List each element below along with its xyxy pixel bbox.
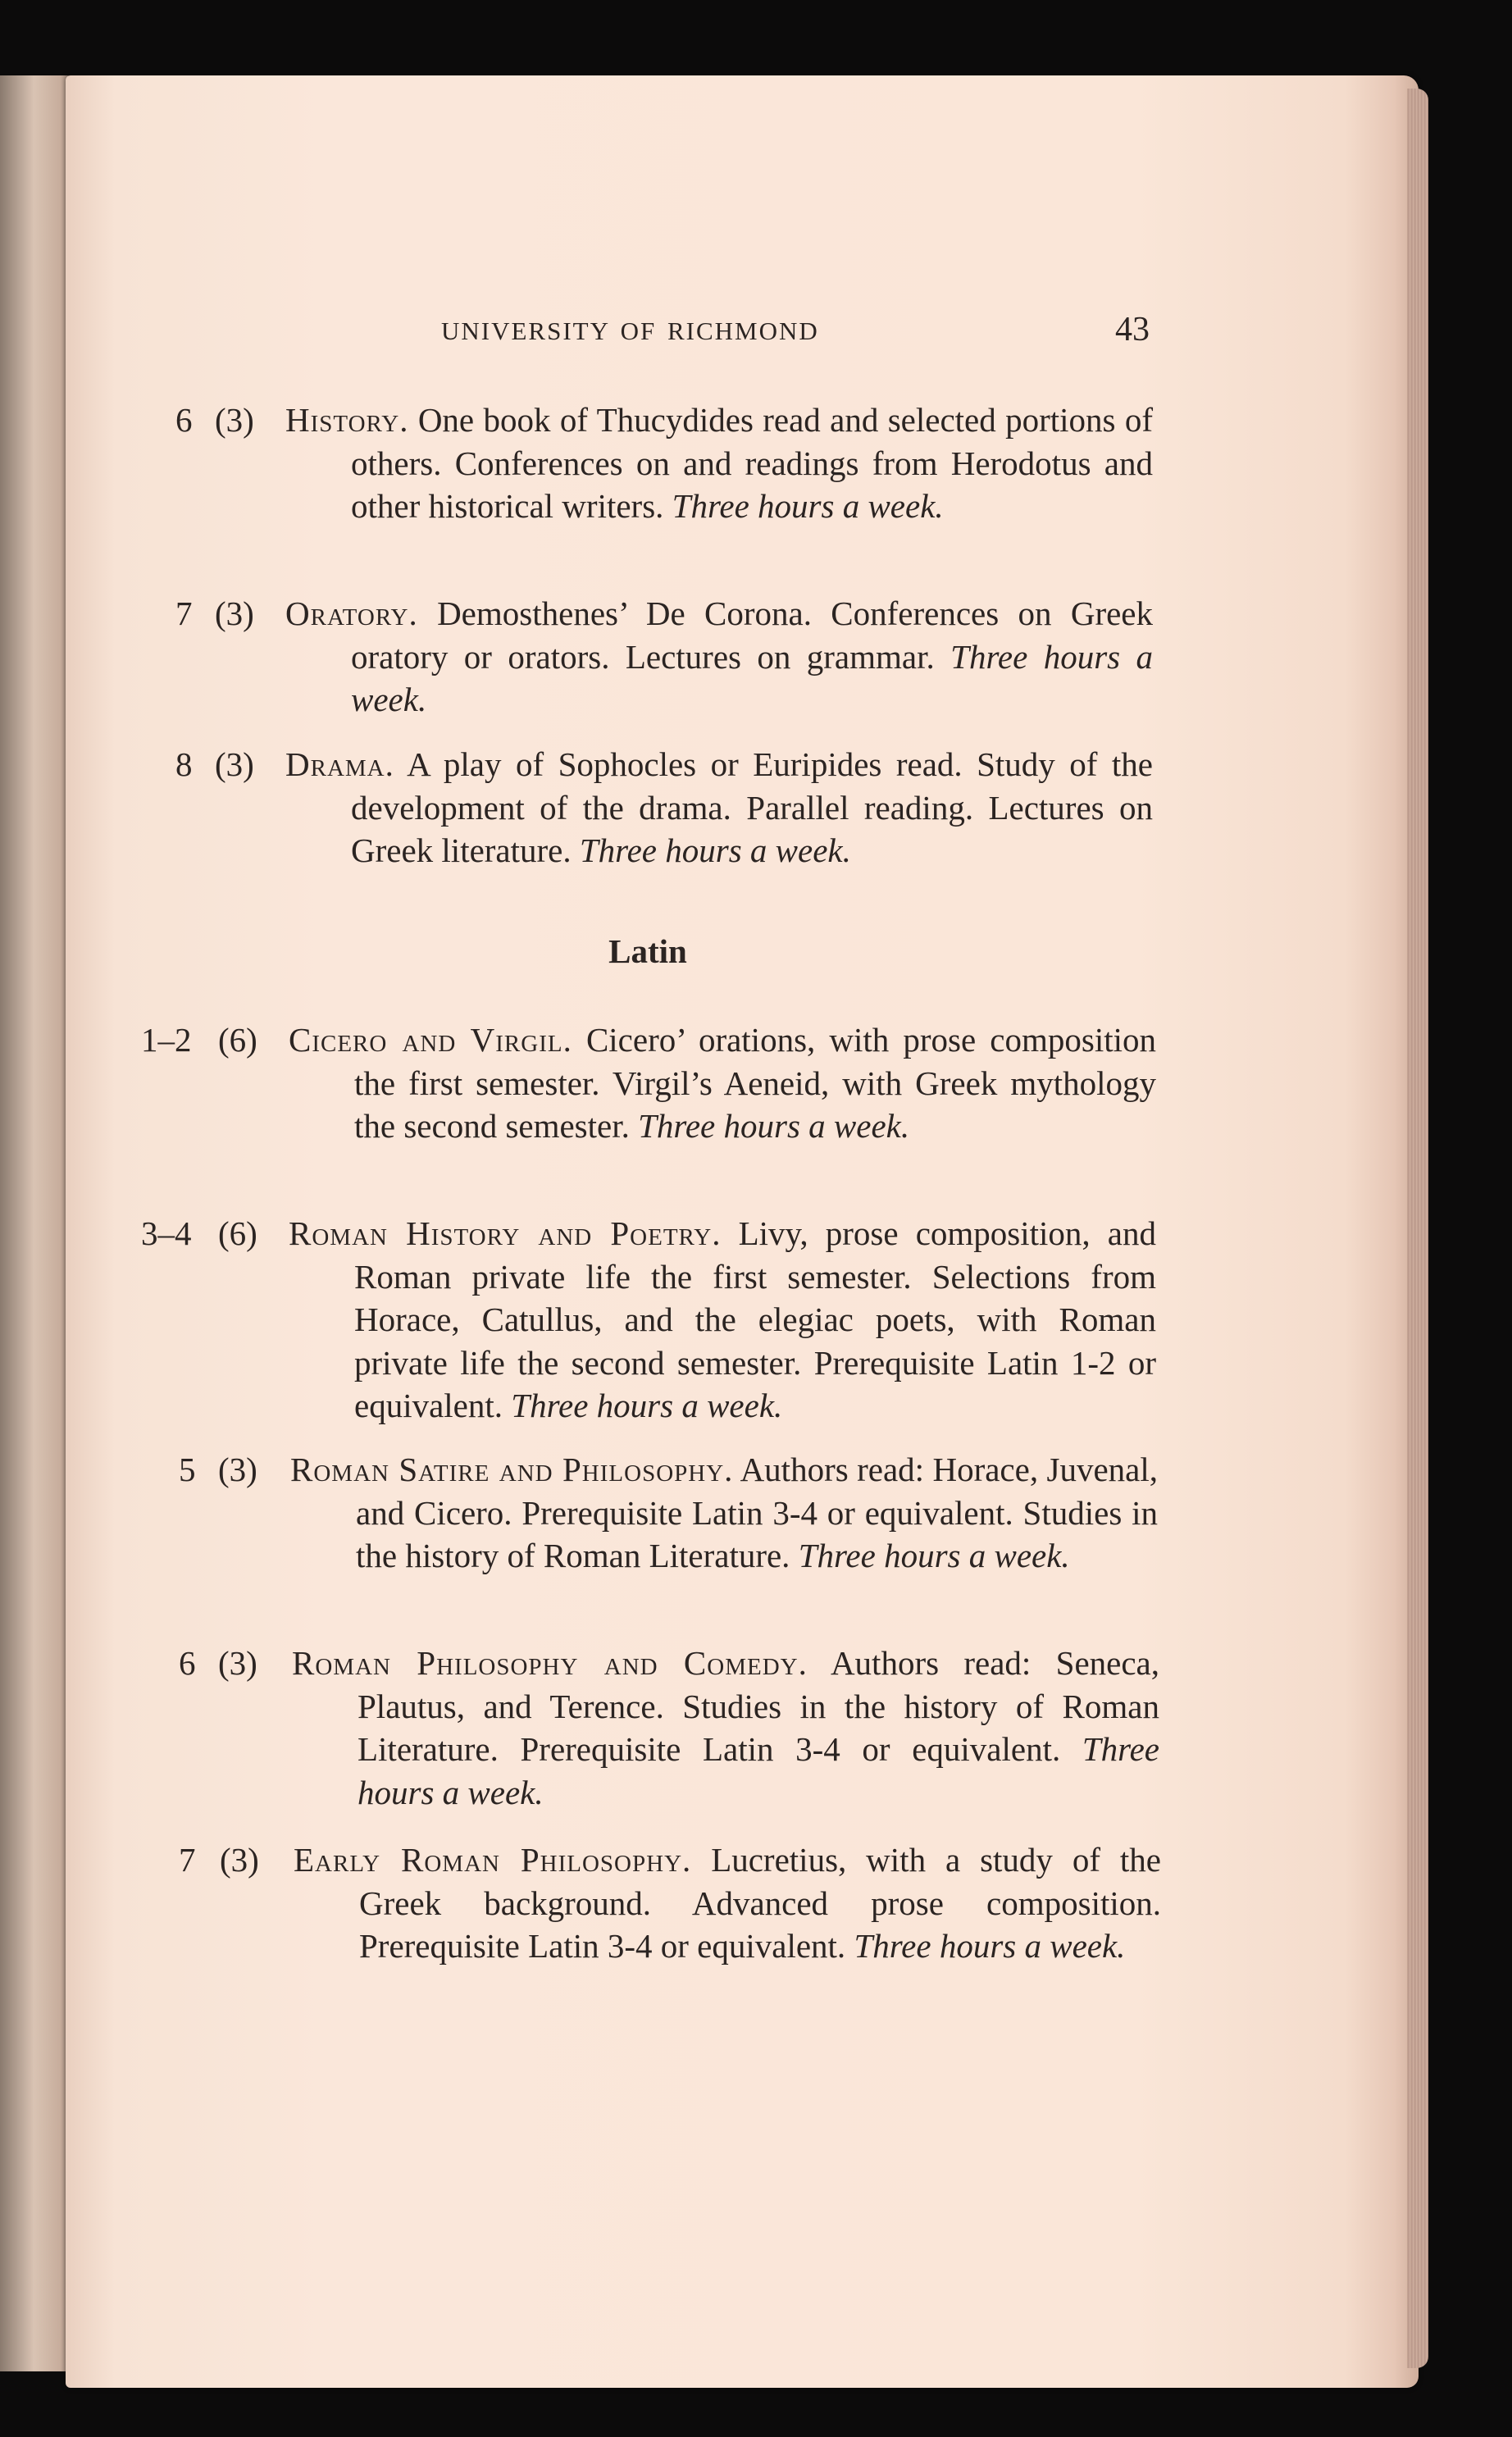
course-credits: (6) bbox=[218, 1021, 257, 1059]
course-hours: Three hours a week. bbox=[358, 1730, 1160, 1811]
course-number: 6 bbox=[179, 1644, 196, 1682]
course-description: Livy, prose composition, and Roman private life the first semester. Selections from Horace, Catullus, and the elegiac poets, with Roman private life the second semester. Prerequisite Latin 1-2 or equivalent. bbox=[354, 1214, 1156, 1424]
course-credits: (3) bbox=[218, 1644, 257, 1682]
course-number: 8 bbox=[175, 745, 193, 783]
course-entry bbox=[0, 743, 1164, 874]
course-description: Cicero’ orations, with prose composition the first semester. Virgil’s Aeneid, with Greek mythology the second semester. bbox=[354, 1021, 1157, 1145]
course-text bbox=[285, 399, 1153, 528]
course-hours: Three hours a week. bbox=[638, 1107, 910, 1145]
course-entry bbox=[0, 1018, 1164, 1192]
course-credits: (3) bbox=[215, 594, 254, 632]
course-description: Lucretius, with a study of the Greek background. Advanced prose composition. Prerequisite Latin 3-4 or equivalent. bbox=[359, 1841, 1161, 1965]
course-title: Drama. bbox=[285, 745, 394, 783]
section-heading: Latin bbox=[608, 932, 687, 970]
course-hours: Three hours a week. bbox=[854, 1927, 1126, 1965]
course-credits: (3) bbox=[218, 1451, 257, 1488]
course-text bbox=[290, 1448, 1158, 1578]
course-text bbox=[285, 743, 1153, 872]
course-text bbox=[285, 592, 1153, 722]
course-hours: Three hours a week. bbox=[579, 831, 851, 869]
course-entry bbox=[0, 1838, 1164, 2012]
course-credits: (6) bbox=[218, 1214, 257, 1252]
course-entry bbox=[0, 1642, 1164, 1815]
course-hours: Three hours a week. bbox=[798, 1537, 1070, 1574]
course-entry bbox=[0, 399, 1164, 530]
course-number: 7 bbox=[179, 1841, 196, 1879]
course-title: Roman Philosophy and Comedy. bbox=[292, 1644, 808, 1682]
course-hours: Three hours a week. bbox=[351, 637, 1154, 718]
course-entry bbox=[0, 592, 1164, 723]
course-description: One book of Thucydides read and selected portions of others. Conferences on and readings from Herodotus and other historical writers. bbox=[351, 401, 1154, 525]
course-number: 5 bbox=[179, 1451, 196, 1488]
course-credits: (3) bbox=[215, 401, 254, 439]
page-number: 43 bbox=[1115, 311, 1150, 348]
course-entry bbox=[0, 1212, 1164, 1428]
course-credits: (3) bbox=[215, 745, 254, 783]
course-credits: (3) bbox=[220, 1841, 259, 1879]
course-text bbox=[289, 1018, 1156, 1148]
course-title: Early Roman Philosophy. bbox=[294, 1841, 692, 1879]
course-text bbox=[292, 1642, 1159, 1814]
course-title: Oratory. bbox=[285, 594, 418, 632]
course-description: Demosthenes’ De Corona. Conferences on Greek oratory or orators. Lectures on grammar. bbox=[351, 594, 1153, 676]
course-description: Authors read: Horace, Juvenal, and Cicero. Prerequisite Latin 3-4 or equivalent. Studies in the history of Roman Literature. bbox=[356, 1451, 1158, 1574]
course-number: 7 bbox=[175, 594, 193, 632]
course-entry bbox=[0, 1448, 1164, 1622]
course-hours: Three hours a week. bbox=[511, 1387, 783, 1424]
course-number: 6 bbox=[175, 401, 193, 439]
course-title: History. bbox=[285, 401, 409, 439]
page-stack-edge bbox=[1407, 89, 1428, 2368]
running-head: UNIVERSITY OF RICHMOND bbox=[441, 317, 819, 345]
course-number: 1–2 bbox=[141, 1021, 192, 1059]
course-title: Roman Satire and Philosophy. bbox=[290, 1451, 734, 1488]
course-description: Authors read: Seneca, Plautus, and Terence. Studies in the history of Roman Literature. Prerequisite Latin 3-4 or equivalent. bbox=[358, 1644, 1159, 1768]
course-text bbox=[294, 1838, 1161, 1968]
course-description: A play of Sophocles or Euripides read. Study of the development of the drama. Parallel reading. Lectures on Greek literature. bbox=[351, 745, 1153, 869]
course-number: 3–4 bbox=[141, 1214, 192, 1252]
course-hours: Three hours a week. bbox=[672, 487, 944, 525]
course-text bbox=[289, 1212, 1156, 1428]
course-title: Cicero and Virgil. bbox=[289, 1021, 572, 1059]
course-title: Roman History and Poetry. bbox=[289, 1214, 722, 1252]
